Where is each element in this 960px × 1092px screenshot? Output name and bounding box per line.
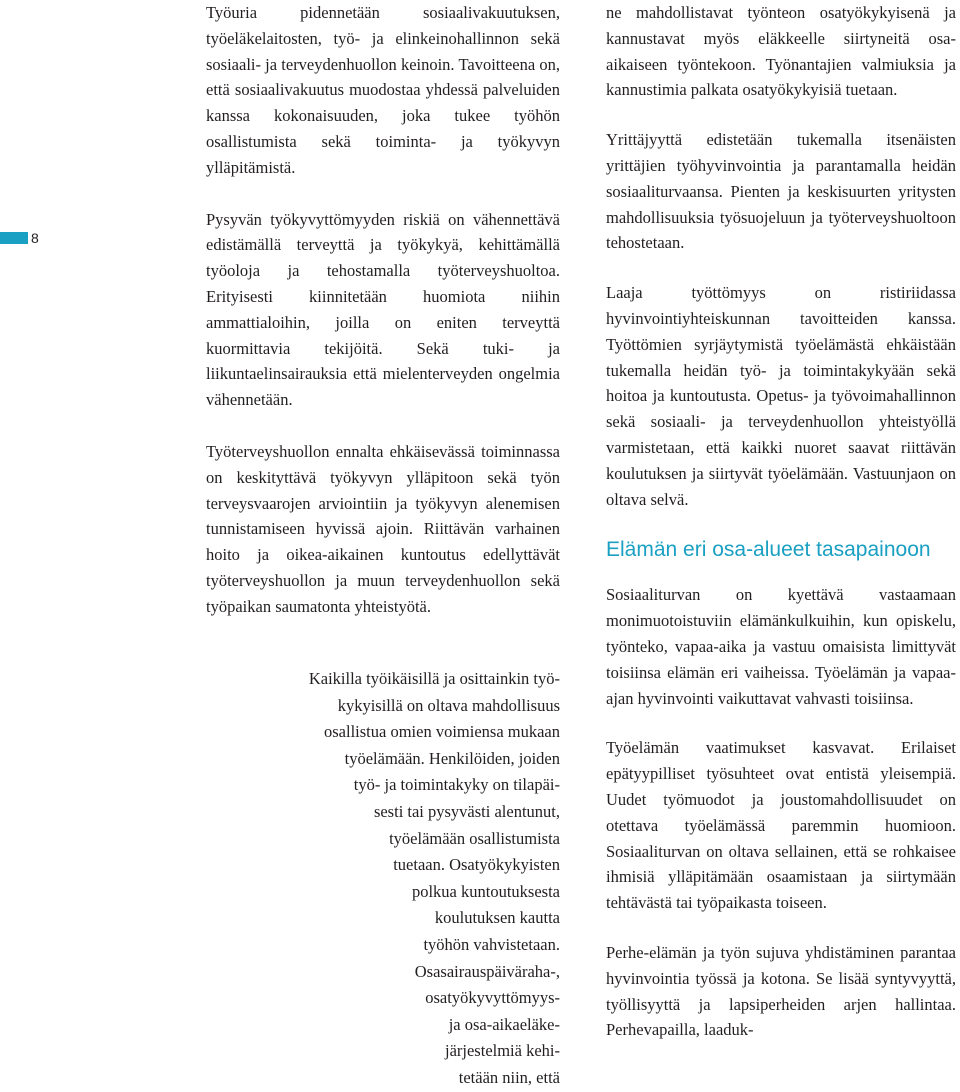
body-paragraph: Laaja työttömyys on ristiriidassa hyvinvointiyhteiskunnan tavoitteiden kanssa. Työttömien syrjäytymistä työelämästä ehkäistään tukemalla heidän työ- ja toimintakykyään sekä hoitoa ja kuntoutusta. Opetus- ja työvoimahallinnon sekä sosiaali- ja terveydenhuollon yhteistyöllä varmistetaan, että kaikki nuoret saavat riittävän koulutuksen ja siirtyvät työelämään. Vastuunjaon on oltava selvä. xyxy=(606,283,956,509)
pull-quote-line: tuetaan. Osatyökykyisten xyxy=(393,855,560,875)
body-paragraph: Yrittäjyyttä edistetään tukemalla itsenäisten yrittäjien työhyvinvointia ja parantamalla heidän sosiaaliturvaansa. Pienten ja keskisuurten yritysten mahdollisuuksia työsuojeluun ja työterveyshuoltoon tehostetaan. xyxy=(606,130,956,253)
pull-quote-line: tetään niin, että xyxy=(458,1067,560,1087)
body-paragraph: Työelämän vaatimukset kasvavat. Erilaiset epätyypilliset työsuhteet ovat entistä yleisempiä. Uudet työmuodot ja joustomahdollisuudet on otettava työelämässä paremmin huomioon. Sosiaaliturvan on oltava sellainen, että se rohkaisee ihmisiä ylläpitämään osaamistaan ja siirtymään tehtävästä tai työpaikasta toiseen. xyxy=(606,738,956,913)
page-marker-bar xyxy=(0,232,28,244)
body-paragraph: Työterveyshuollon ennalta ehkäisevässä toiminnassa on keskityttävä työkyvyn ylläpitoon sekä työn terveysvaarojen arviointiin ja työkyvyn alenemisen tunnistamiseen hyvissä ajoin. Riittävän varhainen hoito ja oikea-aikainen kuntoutus edellyttävät työterveyshuollon ja muun terveydenhuollon sekä työpaikan saumatonta yhteistyötä. xyxy=(206,441,560,616)
body-paragraph: Sosiaaliturvan on kyettävä vastaamaan monimuotoistuviin elämänkulkuihin, kun opiskelu, työnteko, vapaa-aika ja vastuu omaisista limittyvät toisiinsa elämän eri vaiheissa. Työelämän ja vapaa-ajan hyvinvointi vaikuttavat vahvasti toisiinsa. xyxy=(606,585,956,708)
page-number: 8 xyxy=(31,230,39,246)
pull-quote-line: työelämään osallistumista xyxy=(389,828,560,848)
pull-quote xyxy=(206,666,560,1092)
pull-quote-line: kykyisillä on oltava mahdollisuus xyxy=(337,695,560,715)
pull-quote-line: polkua kuntoutuksesta xyxy=(411,881,560,901)
body-paragraph: Työuria pidennetään sosiaalivakuutuksen, työeläkelaitosten, työ- ja elinkeinohallinnon sekä sosiaali- ja terveydenhuollon keinoin. Tavoitteena on, että sosiaalivakuutus muodostaa yhdessä palveluiden kanssa kokonaisuuden, joka tukee työhön osallistumista sekä toiminta- ja työkyvyn ylläpitämistä. xyxy=(206,3,560,177)
pull-quote-line: koulutuksen kautta xyxy=(434,908,560,928)
pull-quote-line: ja osa-aikaeläke- xyxy=(448,1014,560,1034)
body-paragraph: Pysyvän työkyvyttömyyden riskiä on vähennettävä edistämällä terveyttä ja työkykyä, kehittämällä työoloja ja tehostamalla työterveyshuoltoa. Erityisesti kiinnitetään huomiota niihin ammattialoihin, joilla on eniten terveyttä kuormittavia tekijöitä. Sekä tuki- ja liikuntaelinsairauksia että mielenterveyden ongelmia vähennetään. xyxy=(206,209,560,410)
section-heading: Elämän eri osa-alueet tasapainoon xyxy=(606,538,931,562)
body-paragraph: ne mahdollistavat työnteon osatyökykyisenä ja kannustavat myös eläkkeelle siirtyneitä osa-aikaiseen työntekoon. Työnantajien valmiuksia ja kannustimia palkata osatyökykyisiä tuetaan. xyxy=(606,3,956,100)
pull-quote-line: työelämään. Henkilöiden, joiden xyxy=(344,748,560,768)
pull-quote-line: järjestelmiä kehi- xyxy=(445,1041,560,1061)
pull-quote-line: Osasairauspäiväraha-, xyxy=(414,961,560,981)
pull-quote-line: osallistua omien voimiensa mukaan xyxy=(324,722,560,742)
pull-quote-line: työ- ja toimintakyky on tilapäi- xyxy=(353,775,560,795)
left-column xyxy=(206,0,560,646)
body-paragraph: Perhe-elämän ja työn sujuva yhdistäminen parantaa hyvinvointia työssä ja kotona. Se lisää syntyvyyttä, työllisyyttä ja lapsiperheiden arjen hallintaa. Perhevapailla, laaduk- xyxy=(606,942,956,1040)
pull-quote-line: osatyökyvyttömyys- xyxy=(425,988,560,1008)
pull-quote-line: sesti tai pysyvästi alentunut, xyxy=(373,801,560,821)
right-column xyxy=(606,0,956,1067)
pull-quote-line: Kaikilla työikäisillä ja osittainkin työ- xyxy=(308,669,560,688)
pull-quote-line: työhön vahvistetaan. xyxy=(423,934,560,954)
